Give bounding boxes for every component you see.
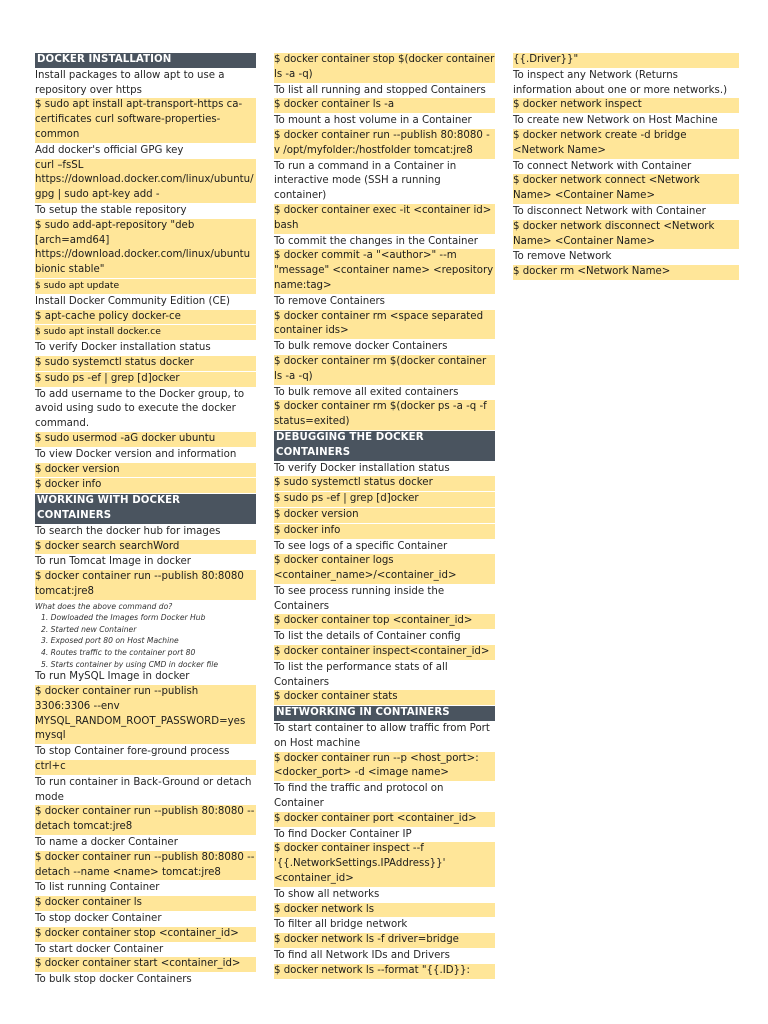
command-line: $ sudo apt install apt-transport-https ca-certificates curl software-properties-common — [35, 98, 256, 142]
description-text: To list running Container — [35, 882, 160, 894]
description-text: To see logs of a specific Container — [274, 540, 448, 552]
command-line: $ docker container run --publish 80:8080 -v /opt/myfolder:/hostfolder tomcat:jre8 — [274, 129, 495, 159]
command-line: $ sudo usermod -aG docker ubuntu — [35, 432, 256, 447]
description-text: To commit the changes in the Container — [274, 235, 478, 247]
description-text: To view Docker version and information — [35, 448, 237, 460]
command-line: $ sudo apt update — [35, 279, 256, 294]
section-header: NETWORKING IN CONTAINERS — [274, 706, 495, 721]
description-text: To setup the stable repository — [35, 204, 187, 216]
command-line: $ docker version — [35, 463, 256, 478]
command-line: $ apt-cache policy docker-ce — [35, 310, 256, 325]
command-line: curl –fsSL https://download.docker.com/linux/ubuntu/gpg | sudo apt-key add - — [35, 159, 256, 203]
description-text: To list all running and stopped Containers — [274, 84, 486, 96]
description-text: To stop Container fore-ground process — [35, 746, 230, 758]
command-line: $ docker container inspect<container_id> — [274, 645, 495, 660]
command-line: $ sudo apt install docker.ce — [35, 325, 256, 340]
command-line: $ docker network create -d bridge <Network Name> — [513, 129, 739, 159]
command-line: $ docker container rm $(docker ps -a -q -f status=exited) — [274, 400, 495, 430]
command-line: $ docker container run --publish 3306:3306 --env MYSQL_RANDOM_ROOT_PASSWORD=yes mysql — [35, 685, 256, 744]
command-line: $ sudo ps -ef | grep [d]ocker — [274, 492, 495, 507]
description-text: To search the docker hub for images — [35, 525, 221, 537]
command-line: $ docker network inspect — [513, 98, 739, 113]
command-line: $ docker container stats — [274, 690, 495, 705]
command-line: $ sudo add-apt-repository "deb [arch=amd64] https://download.docker.com/linux/ubuntu bionic stable" — [35, 219, 256, 278]
column-1 — [35, 53, 256, 988]
description-text: To find Docker Container IP — [274, 828, 412, 840]
note-text: 2. Started new Container — [41, 624, 137, 634]
command-line: $ docker network ls -f driver=bridge — [274, 933, 495, 948]
description-text: To start docker Container — [35, 943, 164, 955]
description-text: To start container to allow traffic from Port on Host machine — [274, 723, 490, 749]
description-text: To run container in Back-Ground or detach mode — [35, 776, 252, 803]
description-text: To run MySQL Image in docker — [35, 671, 190, 683]
description-text: To filter all bridge network — [274, 919, 408, 931]
description-text: To find the traffic and protocol on Container — [274, 783, 444, 810]
description-text: Install Docker Community Edition (CE) — [35, 295, 230, 307]
command-line: $ docker network connect <Network Name> <Container Name> — [513, 174, 739, 204]
description-text: To see process running inside the Containers — [274, 585, 445, 612]
description-text: To verify Docker installation status — [274, 462, 450, 474]
command-line: $ docker container run --publish 80:8080 tomcat:jre8 — [35, 570, 256, 600]
note-text: 1. Dowloaded the Images form Docker Hub — [41, 613, 206, 623]
description-text: To remove Network — [513, 251, 612, 263]
description-text: To list the performance stats of all Containers — [274, 661, 448, 688]
command-line: $ docker network disconnect <Network Name> <Container Name> — [513, 220, 739, 250]
command-line: $ docker container exec -it <container id> bash — [274, 204, 495, 234]
description-text: To run a command in a Container in interactive mode (SSH a running container) — [274, 160, 457, 202]
description-text: To run Tomcat Image in docker — [35, 556, 191, 568]
description-text: To add username to the Docker group, to avoid using sudo to execute the docker command. — [35, 388, 245, 430]
command-line: $ sudo systemctl status docker — [274, 476, 495, 491]
description-text: To disconnect Network with Container — [513, 205, 706, 217]
command-line: $ docker info — [274, 524, 495, 539]
note-text: 5. Starts container by using CMD in docker file — [41, 659, 219, 669]
command-line: $ docker container ls — [35, 896, 256, 911]
command-line: $ docker network ls — [274, 903, 495, 918]
note-text: 3. Exposed port 80 on Host Machine — [41, 636, 179, 646]
description-text: To bulk remove docker Containers — [274, 341, 448, 353]
column-3 — [513, 53, 739, 281]
command-line: $ sudo ps -ef | grep [d]ocker — [35, 372, 256, 387]
note-text: 4. Routes traffic to the container port 80 — [41, 648, 196, 658]
description-text: To mount a host volume in a Container — [274, 115, 472, 127]
command-line: ctrl+c — [35, 760, 256, 775]
description-text: Install packages to allow apt to use a repository over https — [35, 69, 225, 96]
description-text: To verify Docker installation status — [35, 342, 211, 354]
section-header: DOCKER INSTALLATION — [35, 53, 256, 68]
command-line: $ docker search searchWord — [35, 540, 256, 555]
description-text: To connect Network with Container — [513, 160, 692, 172]
command-line: $ docker version — [274, 508, 495, 523]
column-2 — [274, 53, 495, 980]
note-text: What does the above command do? — [35, 601, 173, 611]
description-text: To bulk stop docker Containers — [35, 974, 192, 986]
command-line: $ docker container ls -a — [274, 98, 495, 113]
command-line: $ docker container run --publish 80:8080 --detach tomcat:jre8 — [35, 805, 256, 835]
command-line: $ docker container rm <space separated container ids> — [274, 310, 495, 340]
command-line: $ docker container inspect --f '{{.NetworkSettings.IPAddress}}' <container_id> — [274, 842, 495, 886]
command-line: $ sudo systemctl status docker — [35, 356, 256, 371]
command-line: $ docker container top <container_id> — [274, 614, 495, 629]
description-text: To find all Network IDs and Drivers — [274, 950, 450, 962]
section-header: DEBUGGING THE DOCKER CONTAINERS — [274, 431, 495, 461]
command-line: $ docker container run --p <host_port>:<docker_port> -d <image name> — [274, 752, 495, 782]
command-line: $ docker container stop <container_id> — [35, 927, 256, 942]
section-header: WORKING WITH DOCKER CONTAINERS — [35, 494, 256, 524]
command-line: $ docker container rm $(docker container ls -a -q) — [274, 355, 495, 385]
command-line: $ docker container run --publish 80:8080 --detach --name <name> tomcat:jre8 — [35, 851, 256, 881]
description-text: To stop docker Container — [35, 913, 162, 924]
command-line: $ docker network ls --format "{{.ID}}: — [274, 964, 495, 979]
description-text: To inspect any Network (Returns information about one or more networks.) — [513, 69, 728, 96]
description-text: To list the details of Container config — [274, 631, 461, 643]
command-line: $ docker commit -a "<author>" --m "message" <container name> <repository name:tag> — [274, 249, 495, 293]
command-line: $ docker container start <container_id> — [35, 957, 256, 972]
command-line: $ docker container stop $(docker container ls -a -q) — [274, 53, 495, 83]
command-line: $ docker rm <Network Name> — [513, 265, 739, 280]
command-line: {{.Driver}}" — [513, 53, 739, 68]
command-line: $ docker container logs <container_name>/<container_id> — [274, 554, 495, 584]
command-line: $ docker container port <container_id> — [274, 812, 495, 827]
description-text: To show all networks — [274, 888, 380, 900]
description-text: Add docker's official GPG key — [35, 144, 184, 156]
command-line: $ docker info — [35, 478, 256, 493]
description-text: To bulk remove all exited containers — [274, 386, 459, 398]
description-text: To create new Network on Host Machine — [513, 115, 718, 127]
description-text: To remove Containers — [274, 295, 385, 307]
description-text: To name a docker Container — [35, 837, 178, 849]
